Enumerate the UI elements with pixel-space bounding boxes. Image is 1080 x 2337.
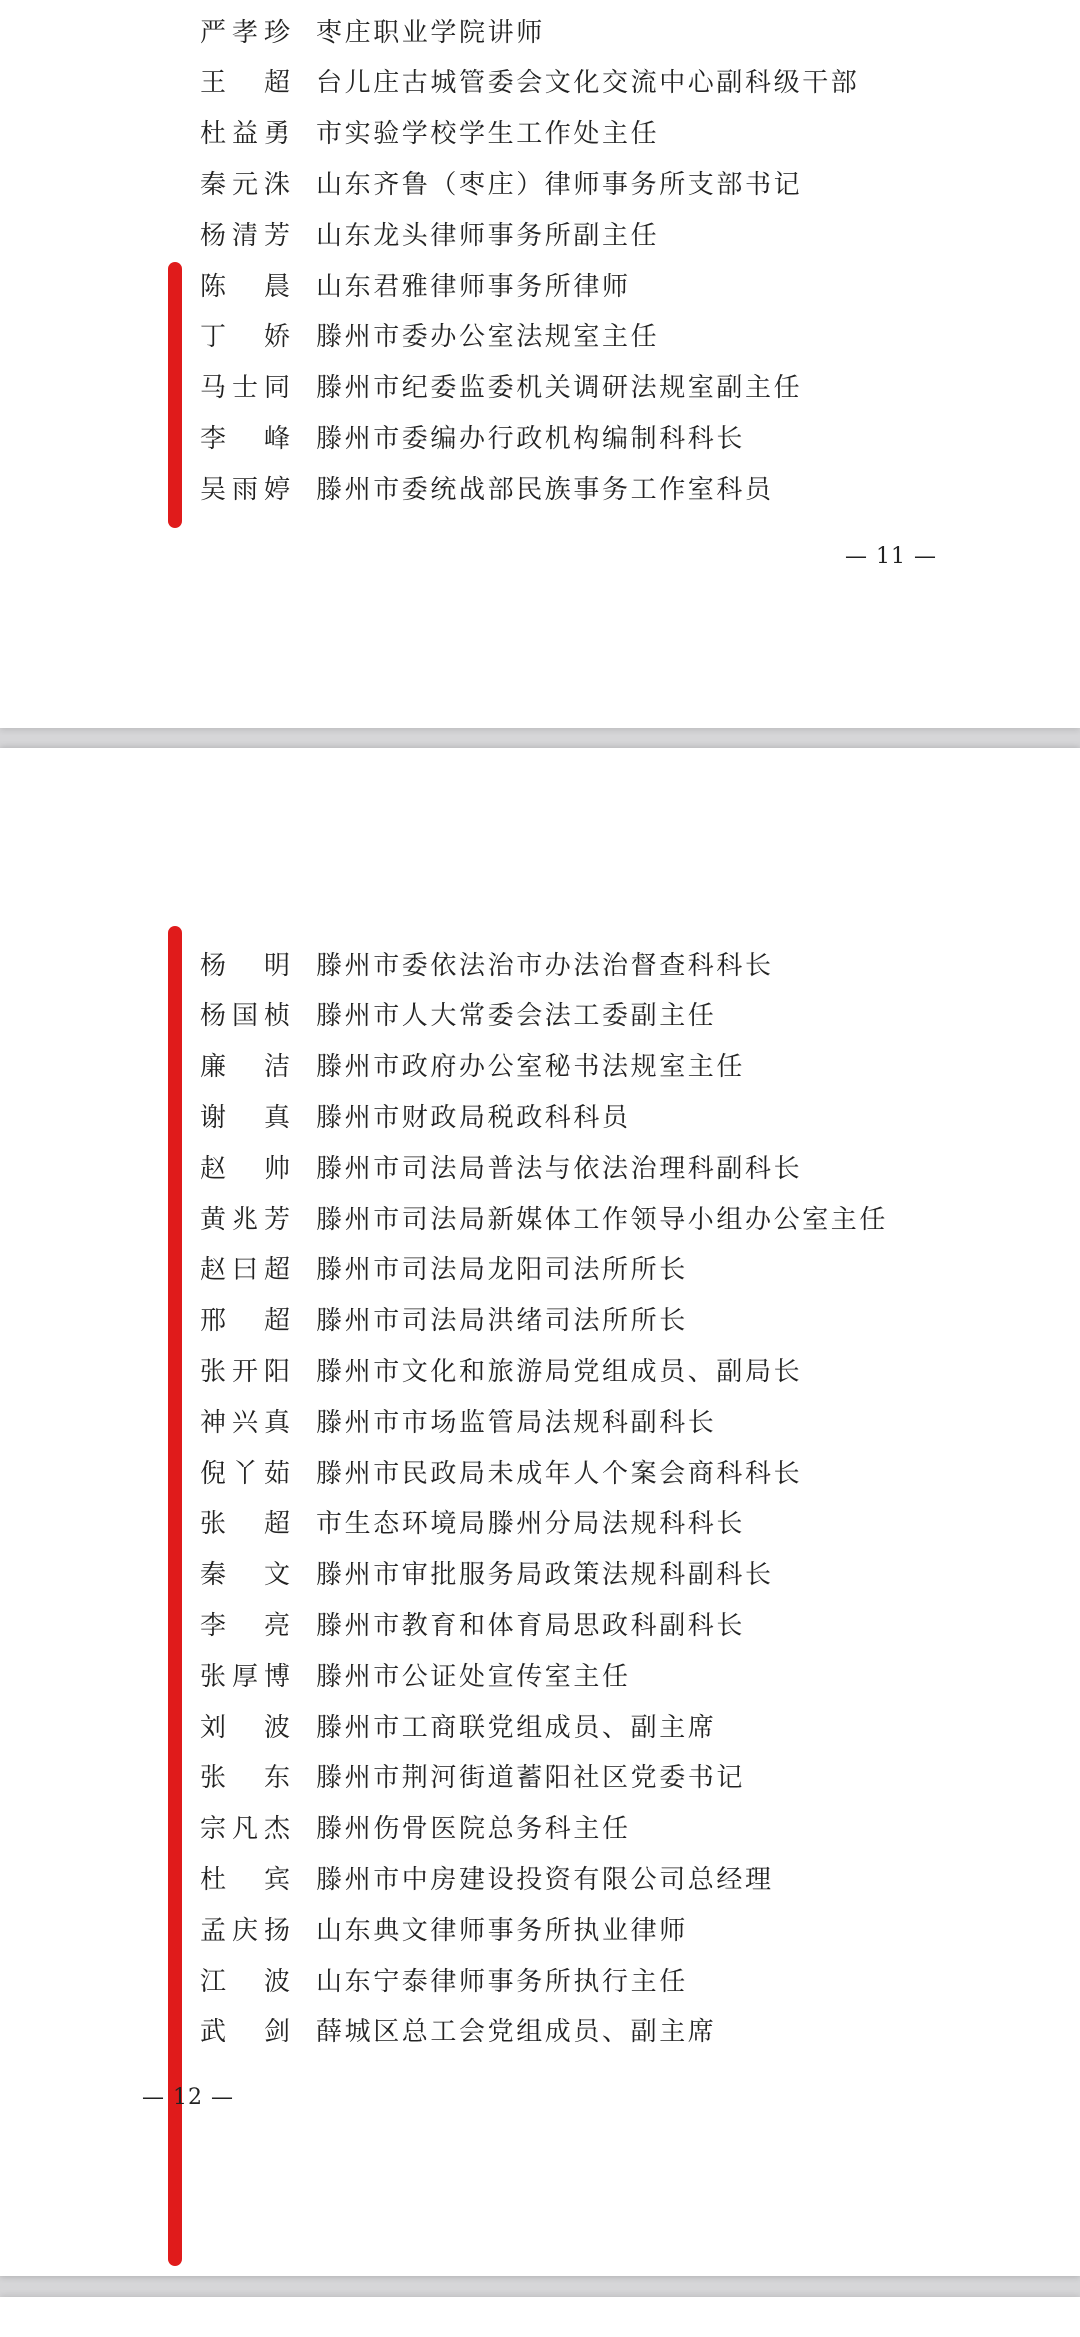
person-name: 马士同 (200, 373, 290, 404)
person-position: 薛城区总工会党组成员、副主席 (316, 2017, 717, 2048)
person-name: 赵 帅 (200, 1153, 290, 1184)
person-name: 杨清芳 (200, 220, 290, 251)
person-position: 市生态环境局滕州分局法规科科长 (316, 1509, 746, 1540)
person-position: 滕州市荆河街道蓄阳社区党委书记 (316, 1763, 746, 1794)
person-name: 赵曰超 (200, 1255, 290, 1286)
person-position: 滕州市司法局新媒体工作领导小组办公室主任 (316, 1204, 889, 1235)
person-position: 滕州市委依法治市办法治督查科科长 (316, 950, 774, 981)
person-name: 宗凡杰 (200, 1814, 290, 1845)
person-position: 滕州市司法局普法与依法治理科副科长 (316, 1153, 803, 1184)
person-position: 滕州市公证处宣传室主任 (316, 1661, 631, 1692)
person-position: 滕州市司法局龙阳司法所所长 (316, 1255, 688, 1286)
page-number: — 11 — (845, 544, 937, 569)
person-name: 孟庆扬 (200, 1915, 290, 1946)
person-name: 张 东 (200, 1763, 290, 1794)
person-name: 神兴真 (200, 1407, 290, 1438)
person-position: 山东典文律师事务所执业律师 (316, 1915, 688, 1946)
person-position: 山东君雅律师事务所律师 (316, 271, 631, 302)
person-position: 滕州市委编办行政机构编制科科长 (316, 423, 746, 454)
person-position: 滕州伤骨医院总务科主任 (316, 1814, 631, 1845)
person-position: 滕州市委办公室法规室主任 (316, 322, 660, 353)
person-name: 王 超 (200, 68, 290, 99)
person-name: 杨国桢 (200, 1001, 290, 1032)
person-name: 李 亮 (200, 1610, 290, 1641)
person-position: 山东龙头律师事务所副主任 (316, 220, 660, 251)
page-number: — 12 — (142, 2085, 234, 2110)
person-name: 张厚博 (200, 1661, 290, 1692)
person-position: 台儿庄古城管委会文化交流中心副科级干部 (316, 68, 860, 99)
person-name: 刘 波 (200, 1712, 290, 1743)
person-name: 秦元洙 (200, 169, 290, 200)
document-page-12 (0, 748, 1080, 2276)
person-position: 滕州市财政局税政科科员 (316, 1102, 631, 1133)
person-position: 滕州市工商联党组成员、副主席 (316, 1712, 717, 1743)
person-name: 杨 明 (200, 950, 290, 981)
person-name: 丁 娇 (200, 322, 290, 353)
person-position: 滕州市纪委监委机关调研法规室副主任 (316, 373, 803, 404)
person-name: 杜益勇 (200, 119, 290, 150)
person-name: 黄兆芳 (200, 1204, 290, 1235)
person-name: 邢 超 (200, 1306, 290, 1337)
person-position: 滕州市教育和体育局思政科副科长 (316, 1610, 746, 1641)
person-name: 严孝珍 (200, 17, 290, 48)
person-position: 滕州市委统战部民族事务工作室科员 (316, 474, 774, 505)
person-position: 滕州市司法局洪绪司法所所长 (316, 1306, 688, 1337)
person-position: 枣庄职业学院讲师 (316, 17, 545, 48)
person-name: 谢 真 (200, 1102, 290, 1133)
person-name: 杜 宾 (200, 1864, 290, 1895)
person-name: 秦 文 (200, 1560, 290, 1591)
person-position: 滕州市民政局未成年人个案会商科科长 (316, 1458, 803, 1489)
person-position: 滕州市中房建设投资有限公司总经理 (316, 1864, 774, 1895)
person-position: 滕州市政府办公室秘书法规室主任 (316, 1052, 746, 1083)
person-position: 山东宁泰律师事务所执行主任 (316, 1966, 688, 1997)
red-highlight-marker (168, 262, 182, 528)
person-position: 滕州市审批服务局政策法规科副科长 (316, 1560, 774, 1591)
person-position: 市实验学校学生工作处主任 (316, 119, 660, 150)
person-name: 武 剑 (200, 2017, 290, 2048)
person-name: 吴雨婷 (200, 474, 290, 505)
red-highlight-marker (168, 926, 182, 2266)
person-name: 张 超 (200, 1509, 290, 1540)
person-position: 滕州市市场监管局法规科副科长 (316, 1407, 717, 1438)
person-name: 倪丫茹 (200, 1458, 290, 1489)
person-position: 滕州市文化和旅游局党组成员、副局长 (316, 1356, 803, 1387)
person-name: 李 峰 (200, 423, 290, 454)
person-name: 江 波 (200, 1966, 290, 1997)
person-position: 山东齐鲁（枣庄）律师事务所支部书记 (316, 169, 803, 200)
person-name: 张开阳 (200, 1356, 290, 1387)
next-page-edge (0, 2297, 1080, 2337)
document-page-11 (0, 0, 1080, 728)
person-name: 廉 洁 (200, 1052, 290, 1083)
person-name: 陈 晨 (200, 271, 290, 302)
person-position: 滕州市人大常委会法工委副主任 (316, 1001, 717, 1032)
